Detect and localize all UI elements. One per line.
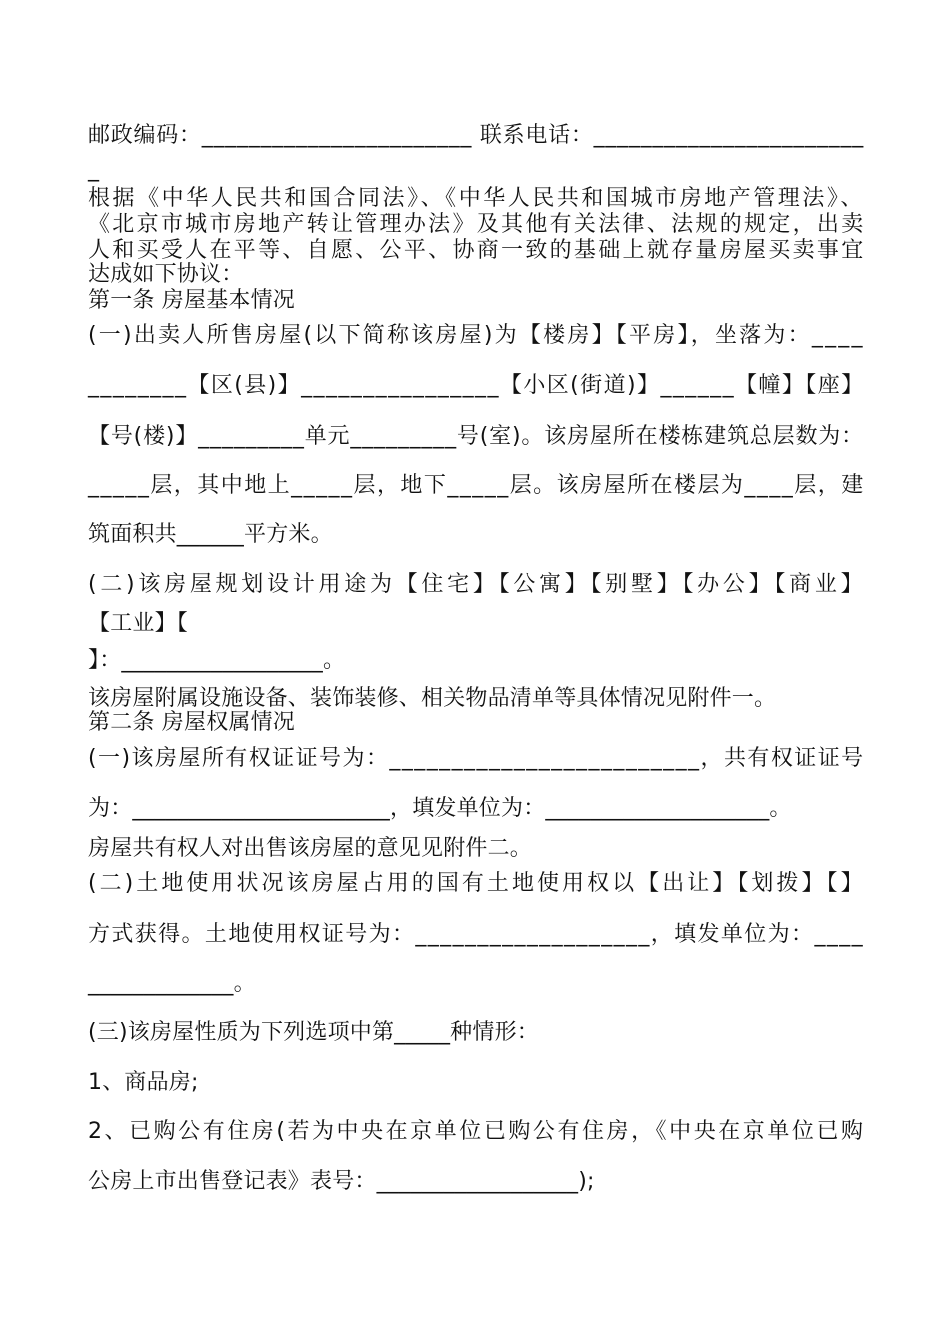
article-2-item-1-line-1: (一)该房屋所有权证证号为：_________________________，共有权证证号 bbox=[88, 746, 865, 771]
article-2-heading: 第二条 房屋权属情况 bbox=[88, 710, 295, 735]
article-1-item-1-line-2: ________【区(县)】________________【小区(街道)】______【幢】【座】 bbox=[88, 373, 865, 398]
article-2-item-2-line-1: (二)土地使用状况该房屋占用的国有土地使用权以【出让】【划拨】【】 bbox=[88, 871, 866, 896]
preamble-line-1: 根据《中华人民共和国合同法》、《中华人民共和国城市房地产管理法》、 bbox=[88, 186, 865, 211]
underscore-continuation: _ bbox=[88, 157, 100, 182]
article-1-item-2-line-1: (二)该房屋规划设计用途为【住宅】【公寓】【别墅】【办公】【商业】 bbox=[88, 572, 867, 597]
article-1-item-1-line-4: _____层，其中地上_____层，地下_____层。该房屋所在楼层为____层，建 bbox=[88, 473, 865, 498]
preamble-line-4: 达成如下协议： bbox=[88, 262, 244, 287]
preamble-line-3: 人和买受人在平等、自愿、公平、协商一致的基础上就存量房屋买卖事宜 bbox=[88, 238, 866, 263]
article-1-item-2-line-2: 【工业】【 bbox=[88, 611, 189, 636]
article-2-item-2-line-2: 方式获得。土地使用权证号为：___________________，填发单位为：____ bbox=[88, 922, 864, 947]
option-2-line-1: 2、已购公有住房(若为中央在京单位已购公有住房，《中央在京单位已购 bbox=[88, 1119, 866, 1144]
postcode-phone-line: 邮政编码：_______________________ 联系电话：_______________________ bbox=[88, 123, 864, 148]
preamble-line-2: 《北京市城市房地产转让管理办法》及其他有关法律、法规的规定，出卖 bbox=[88, 212, 866, 237]
article-1-item-1-line-5: 筑面积共______平方米。 bbox=[88, 522, 333, 547]
article-1-heading: 第一条 房屋基本情况 bbox=[88, 288, 295, 313]
article-2-item-1-line-2: 为：_______________________，填发单位为：____________________。 bbox=[88, 796, 792, 821]
article-1-item-1-line-3: 【号(楼)】_________单元_________号(室)。该房屋所在楼栋建筑总层数为： bbox=[88, 424, 864, 449]
annex-1-note: 该房屋附属设施设备、装饰装修、相关物品清单等具体情况见附件一。 bbox=[88, 686, 777, 711]
article-1-item-1-line-1: (一)出卖人所售房屋(以下简称该房屋)为【楼房】【平房】，坐落为：____ bbox=[88, 323, 865, 348]
article-2-item-2-line-3: _____________。 bbox=[88, 971, 256, 996]
option-2-line-2: 公房上市出售登记表》表号：__________________); bbox=[88, 1169, 595, 1194]
article-2-item-3: (三)该房屋性质为下列选项中第_____种情形： bbox=[88, 1020, 539, 1045]
annex-2-note: 房屋共有权人对出售该房屋的意见见附件二。 bbox=[88, 836, 533, 861]
option-1: 1、商品房; bbox=[88, 1070, 199, 1095]
article-1-item-2-line-3: 】：__________________。 bbox=[88, 648, 346, 673]
